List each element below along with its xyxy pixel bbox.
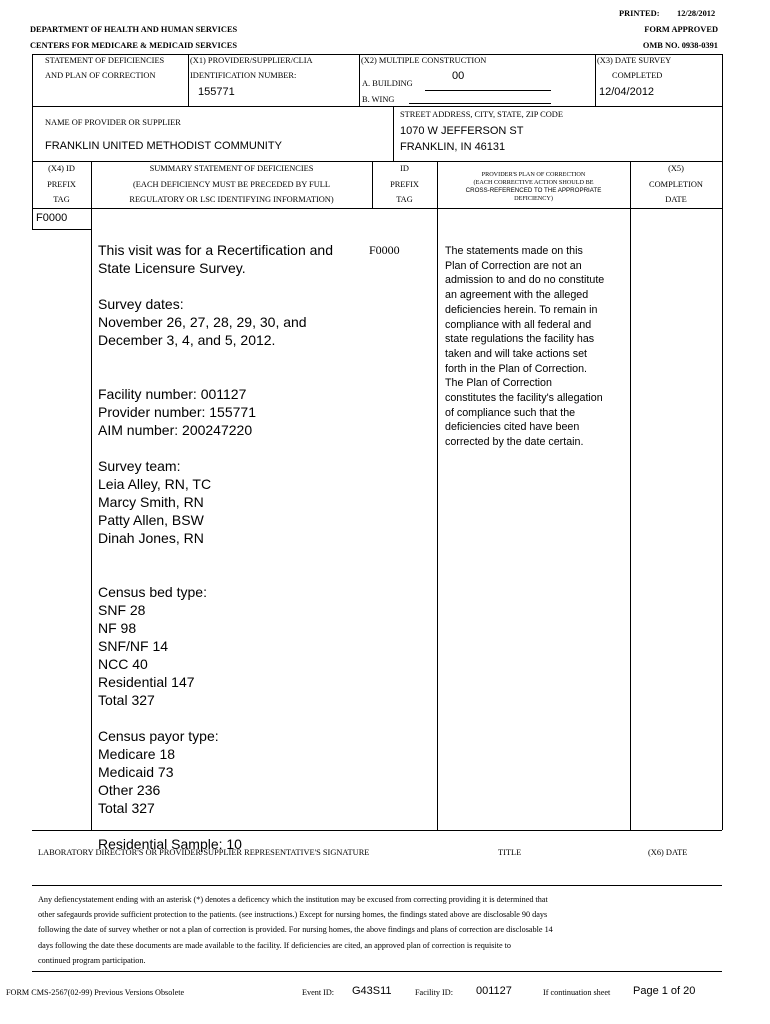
form-approved: FORM APPROVED [644, 25, 718, 34]
summary-line [98, 439, 368, 457]
plan-line: constitutes the facility's allegation [445, 392, 603, 405]
summary-line: NF 98 [98, 620, 137, 636]
address-label: STREET ADDRESS, CITY, STATE, ZIP CODE [400, 110, 563, 119]
plan-label-line3: CROSS-REFERENCED TO THE APPROPRIATE [465, 187, 602, 194]
x1-label-line2: IDENTIFICATION NUMBER: [190, 71, 297, 80]
summary-statement [98, 241, 368, 853]
plan-line: state regulations the facility has [445, 333, 595, 346]
plan-line: admission to and do no constitute [445, 274, 605, 287]
plan-label-line4: DEFICIENCY) [514, 195, 553, 202]
plan-line: compliance with all federal and [445, 318, 592, 331]
disclaimer-line: days following the date these documents are made available to the facility. If deficiencies are cited, an approved plan of correction is requisite to [38, 940, 512, 950]
wing-label: B. WING [362, 95, 395, 104]
x4-label-line3: TAG [53, 195, 70, 204]
summary-line: Other 236 [98, 782, 161, 798]
summary-line: Survey dates: [98, 296, 184, 312]
summary-line: SNF 28 [98, 602, 146, 618]
building-value: 00 [452, 70, 465, 82]
facility-id-value: 001127 [476, 985, 512, 997]
x4-label-line2: PREFIX [47, 180, 76, 189]
right-tag: F0000 [369, 243, 400, 257]
x6-date-label: (X6) DATE [648, 848, 688, 857]
summary-line: Census payor type: [98, 728, 219, 744]
director-signature-label: LABORATORY DIRECTOR'S OR PROVIDER/SUPPLIER REPRESENTATIVE'S SIGNATURE [38, 848, 370, 857]
x2-label: (X2) MULTIPLE CONSTRUCTION [361, 56, 487, 65]
summary-line [98, 367, 368, 385]
disclaimer-line: Any defiencystatement ending with an asterisk (*) denotes a deficency which the institution may be excused from correcting providing it is determined that [38, 895, 548, 904]
department-title: DEPARTMENT OF HEALTH AND HUMAN SERVICES [30, 25, 238, 34]
summary-line: SNF/NF 14 [98, 638, 169, 654]
omb-number: OMB NO. 0938-0391 [642, 41, 718, 50]
event-id-label: Event ID: [302, 988, 335, 997]
summary-line: Provider number: 155771 [98, 404, 256, 420]
id-label-line2: PREFIX [390, 180, 419, 189]
summary-line [98, 817, 368, 835]
summary-label-line3: REGULATORY OR LSC IDENTIFYING INFORMATION) [129, 195, 334, 204]
summary-line: Total 327 [98, 692, 155, 708]
summary-line: Leia Alley, RN, TC [98, 476, 212, 492]
summary-line [98, 565, 368, 583]
x1-label-line1: (X1) PROVIDER/SUPPLIER/CLIA [190, 56, 313, 65]
disclaimer-text [38, 892, 678, 968]
provider-name-label: NAME OF PROVIDER OR SUPPLIER [45, 118, 181, 127]
x5-label-line2: COMPLETION [649, 180, 703, 189]
x3-label-line2: COMPLETED [612, 71, 663, 80]
plan-line: taken and will take actions set [445, 347, 587, 360]
plan-line: The statements made on this [445, 245, 583, 257]
statement-label-line1: STATEMENT OF DEFICIENCIES [45, 56, 165, 65]
plan-line: of compliance such that the [445, 406, 576, 419]
centers-title: CENTERS FOR MEDICARE & MEDICAID SERVICES [30, 41, 238, 50]
summary-label-line1: SUMMARY STATEMENT OF DEFICIENCIES [149, 164, 314, 173]
summary-line [98, 709, 368, 727]
summary-line: State Licensure Survey. [98, 260, 246, 276]
x5-label-line1: (X5) [668, 164, 684, 173]
summary-line: Patty Allen, BSW [98, 512, 204, 528]
printed-label: PRINTED: [619, 9, 660, 18]
summary-label-line2: (EACH DEFICIENCY MUST BE PRECEDED BY FULL [133, 180, 330, 189]
summary-line: NCC 40 [98, 656, 148, 672]
summary-line: Medicare 18 [98, 746, 176, 762]
summary-line: Survey team: [98, 458, 181, 474]
plan-of-correction [445, 244, 627, 450]
plan-line: forth in the Plan of Correction. [445, 362, 587, 375]
disclaimer-line: other safegaurds provide sufficient protection to the patients. (see instructions.) Except for nursing homes, the findings stated above are disclosable 90 days [38, 910, 548, 920]
summary-line [98, 547, 368, 565]
summary-line: Facility number: 001127 [98, 386, 247, 402]
x4-label-line1: (X4) ID [48, 164, 75, 173]
summary-line: November 26, 27, 28, 29, 30, and [98, 314, 307, 330]
plan-line: The Plan of Correction [445, 377, 552, 390]
provider-name-value: FRANKLIN UNITED METHODIST COMMUNITY [45, 140, 282, 152]
address-line2: FRANKLIN, IN 46131 [400, 141, 506, 153]
plan-line: corrected by the date certain. [445, 436, 584, 449]
disclaimer-line: following the date of survey whether or not a plan of correction is provided. For nursing homes, the above findings and plans of correction are disclosable 14 [38, 925, 553, 935]
page-number: Page 1 of 20 [633, 985, 696, 997]
id-label-line3: TAG [396, 195, 413, 204]
summary-line: Residential Sample: 10 [98, 836, 242, 852]
plan-label-line2: (EACH CORRECTIVE ACTION SHOULD BE [473, 179, 594, 186]
summary-line: December 3, 4, and 5, 2012. [98, 332, 276, 348]
summary-line: Medicaid 73 [98, 764, 174, 780]
disclaimer-line: continued program participation. [38, 955, 146, 965]
survey-completed-date: 12/04/2012 [599, 86, 655, 98]
plan-line: Plan of Correction are not an [445, 259, 582, 272]
plan-line: deficiencies herein. To remain in [445, 303, 598, 316]
summary-line: Census bed type: [98, 584, 207, 600]
summary-line: Marcy Smith, RN [98, 494, 204, 510]
statement-label-line2: AND PLAN OF CORRECTION [45, 71, 156, 80]
summary-line: Total 327 [98, 800, 155, 816]
summary-line [98, 349, 368, 367]
continuation-label: If continuation sheet [543, 988, 611, 997]
summary-line: Dinah Jones, RN [98, 530, 204, 546]
summary-line [98, 277, 368, 295]
x3-label-line1: (X3) DATE SURVEY [597, 56, 672, 65]
plan-label-line1: PROVIDER'S PLAN OF CORRECTION [481, 171, 586, 178]
address-line1: 1070 W JEFFERSON ST [400, 125, 524, 137]
x5-label-line3: DATE [665, 195, 687, 204]
summary-line: Residential 147 [98, 674, 195, 690]
plan-line: deficiencies cited have been [445, 421, 580, 434]
plan-line: an agreement with the alleged [445, 289, 589, 302]
left-tag: F0000 [36, 212, 68, 224]
title-label: TITLE [498, 848, 522, 857]
printed-date: 12/28/2012 [677, 9, 716, 18]
provider-id-value: 155771 [198, 86, 235, 98]
summary-line: This visit was for a Recertification and [98, 242, 333, 258]
id-label-line1: ID [400, 164, 409, 173]
building-label: A. BUILDING [362, 79, 413, 88]
summary-line: AIM number: 200247220 [98, 422, 253, 438]
facility-id-label: Facility ID: [415, 988, 453, 997]
form-number: FORM CMS-2567(02-99) Previous Versions Obsolete [6, 988, 185, 997]
event-id-value: G43S11 [352, 985, 392, 997]
